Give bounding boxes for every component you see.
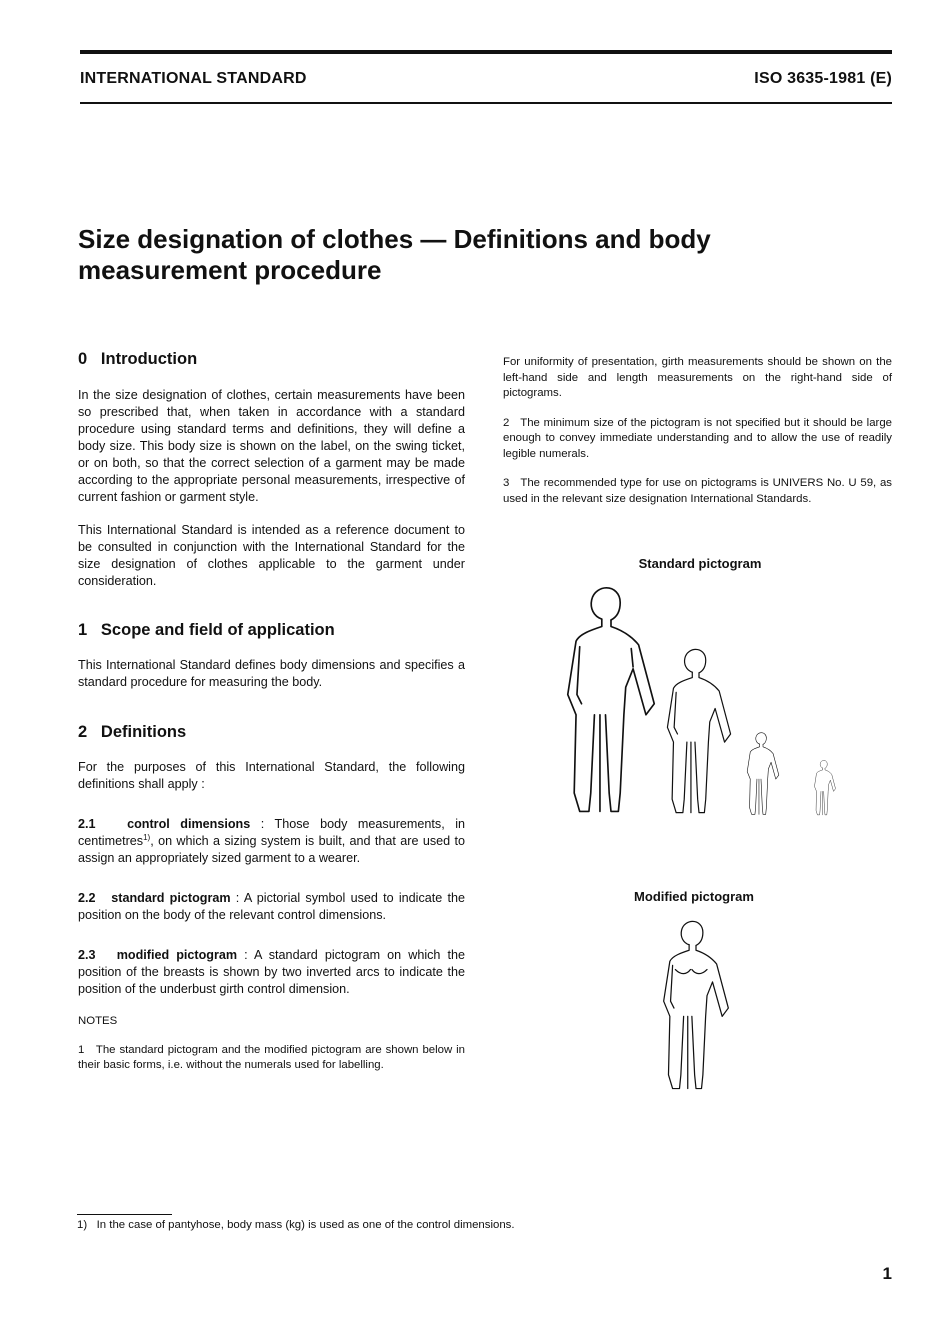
intro-paragraph-2: This International Standard is intended as a reference document to be consulted in conjunction with the International Standard for the size designation of clothes applicable to the garment under consideration. xyxy=(78,523,465,588)
scope-heading: 1 Scope and field of application xyxy=(78,621,335,639)
figure-body-outline xyxy=(814,768,835,815)
document-title xyxy=(78,224,858,286)
definition-2-1-text-a: : Those body measurements, in centimetres xyxy=(78,817,466,848)
figure-body-outline xyxy=(568,619,654,811)
header-bottom-rule xyxy=(80,102,892,104)
intro-paragraph-1: In the size designation of clothes, certain measurements have been so prescribed that, when taken in accordance with a standard procedure using standard terms and definitions, they will define a body size. This body size is shown on the label, on the swing ticket, or on both, so that the correct selection of a garment may be made according to the appropriate personal measurements, irrespective of current fashion or garment style. xyxy=(78,388,465,504)
figure-head xyxy=(681,921,703,945)
figure-arm-left xyxy=(577,647,582,704)
standard-pictogram-small xyxy=(745,732,781,816)
definition-2-2 xyxy=(78,890,465,924)
definitions-intro: For the purposes of this International Standard, the following definitions shall apply : xyxy=(78,760,465,791)
definitions-heading: 2 Definitions xyxy=(78,723,187,741)
breast-arc-left xyxy=(675,970,690,974)
scope-body xyxy=(78,657,465,691)
figure-arm-left xyxy=(671,965,674,1008)
definition-2-3-number: 2.3 xyxy=(78,948,96,962)
footnote: 1) In the case of pantyhose, body mass (kg) is used as one of the control dimensions. xyxy=(77,1219,515,1231)
header-right: ISO 3635-1981 (E) xyxy=(754,70,892,87)
figure-body-outline xyxy=(747,744,779,814)
note-3: 3 The recommended type for use on pictograms is UNIVERS No. U 59, as used in the relevant size designation International Standards. xyxy=(503,477,896,505)
definition-2-1-text-b: , on which a sizing system is built, and that are used to assign an appropriately sized garment to a wearer. xyxy=(78,834,465,865)
figure-head xyxy=(685,649,706,673)
intro-heading: 0 Introduction xyxy=(78,350,198,368)
figure-head xyxy=(591,588,620,620)
note-1-continuation: For uniformity of presentation, girth measurements should be shown on the left-hand side and length measurements on the right-hand side of pictograms. xyxy=(503,356,892,399)
figure-head xyxy=(820,760,827,768)
figure-head xyxy=(756,733,767,745)
definition-2-2-term: standard pictogram xyxy=(111,891,231,905)
definition-2-2-number: 2.2 xyxy=(78,891,96,905)
notes-continued xyxy=(503,355,896,507)
breast-arc-right xyxy=(692,970,707,974)
note-2: 2 The minimum size of the pictogram is not specified but it should be large enough to convey immediate understanding and to allow the use of readily legible numerals. xyxy=(503,416,896,460)
standard-pictogram-tiny xyxy=(813,760,837,816)
page-number: 1 xyxy=(882,1264,892,1283)
standard-pictogram-large xyxy=(565,586,657,816)
definition-2-1-number: 2.1 xyxy=(78,817,96,831)
title-line-1: Size designation of clothes — Definitions and body xyxy=(78,224,711,254)
footnote-rule xyxy=(77,1214,172,1215)
header-top-rule xyxy=(80,50,892,54)
definition-2-3-text: : A standard pictogram on which the position of the breasts is shown by two inverted arcs to indicate the position of the underbust girth control dimension. xyxy=(78,948,465,996)
definition-2-1-term: control dimensions xyxy=(127,817,251,831)
figure-arm-right xyxy=(631,649,633,667)
standard-pictogram-title: Standard pictogram xyxy=(638,556,762,571)
definition-2-3-term: modified pictogram xyxy=(116,948,238,962)
header-left: INTERNATIONAL STANDARD xyxy=(80,70,307,87)
definition-2-1 xyxy=(78,816,465,867)
definition-2-3 xyxy=(78,947,465,998)
definition-2-2-text: : A pictorial symbol used to indicate the position on the body of the relevant control dimensions. xyxy=(78,891,466,922)
standard-pictogram-medium xyxy=(663,648,735,816)
figure-body-outline xyxy=(667,672,730,812)
figure-body-outline xyxy=(664,945,729,1089)
title-line-2: measurement procedure xyxy=(78,255,382,285)
scope-paragraph: This International Standard defines body dimensions and specifies a standard procedure for measuring the body. xyxy=(78,658,465,689)
figure-arm-left xyxy=(674,692,677,734)
intro-body xyxy=(78,387,465,590)
note-1: 1 The standard pictogram and the modified pictogram are shown below in their basic forms, i.e. without the numerals used for labelling. xyxy=(78,1043,469,1071)
footnote-ref-1: 1) xyxy=(143,832,151,842)
modified-pictogram xyxy=(660,920,732,1092)
definitions-body xyxy=(78,759,469,1074)
modified-pictogram-title: Modified pictogram xyxy=(634,889,754,904)
notes-heading: NOTES xyxy=(78,1015,118,1027)
